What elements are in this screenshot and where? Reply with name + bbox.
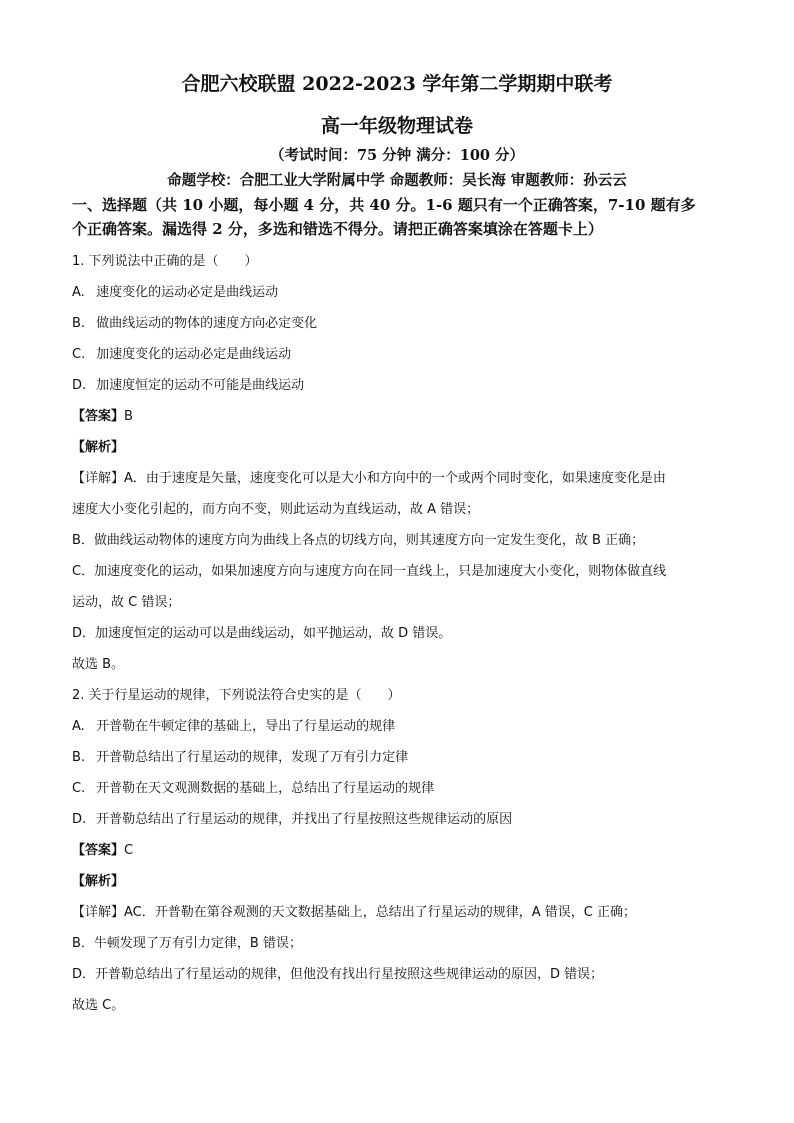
option-letter: B. (72, 316, 86, 331)
analysis-label: 【解析】 (72, 874, 125, 889)
questions-body (72, 246, 724, 1021)
option-text: 加速度变化的运动必定是曲线运动 (96, 347, 292, 362)
detail-line: 故选 B。 (72, 657, 125, 672)
detail-line: C．加速度变化的运动，如果加速度方向与速度方向在同一直线上，只是加速度大小变化，则物体做直线 (72, 564, 667, 579)
section-heading-line: 一、选择题（共 10 小题，每小题 4 分，共 40 分。1-6 题只有一个正确答案，7-10 题有多 (72, 196, 696, 214)
answer-label: 【答案】 (72, 843, 125, 858)
option-text: 开普勒在牛顿定律的基础上，导出了行星运动的规律 (96, 719, 396, 734)
option-d (72, 804, 724, 835)
detail-line: B．做曲线运动物体的速度方向为曲线上各点的切线方向，则其速度方向一定发生变化，故 B 正确； (72, 533, 645, 548)
answer-value: B (124, 409, 133, 424)
detail-line: 【详解】AC．开普勒在第谷观测的天文数据基础上，总结出了行星运动的规律，A 错误，C 正确； (72, 905, 636, 920)
option-text: 开普勒在天文观测数据的基础上，总结出了行星运动的规律 (96, 781, 435, 796)
detail-line: D．开普勒总结出了行星运动的规律，但他没有找出行星按照这些规律运动的原因，D 错误； (72, 967, 604, 982)
answer-line (72, 835, 724, 866)
analysis-label: 【解析】 (72, 440, 125, 455)
question-stem: 2. 关于行星运动的规律，下列说法符合史实的是（ ） (72, 688, 401, 703)
exam-info: （考试时间：75 分钟 满分：100 分） (269, 147, 525, 164)
option-letter: A. (72, 285, 85, 300)
option-letter: B. (72, 750, 86, 765)
exam-title: 合肥六校联盟 2022-2023 学年第二学期期中联考 (181, 73, 613, 95)
detail-line: 速度大小变化引起的，而方向不变，则此运动为直线运动，故 A 错误； (72, 502, 480, 517)
option-letter: C. (72, 347, 86, 362)
section-heading-line: 个正确答案。漏选得 2 分，多选和错选不得分。请把正确答案填涂在答题卡上） (72, 220, 603, 238)
section-heading (72, 193, 724, 241)
detail-line: 【详解】A．由于速度是矢量，速度变化可以是大小和方向中的一个或两个同时变化，如果速度变化是由 (72, 471, 666, 486)
option-letter: D. (72, 378, 87, 393)
option-letter: C. (72, 781, 86, 796)
question-stem: 1. 下列说法中正确的是（ ） (72, 254, 258, 269)
answer-value: C (124, 843, 134, 858)
option-b (72, 742, 724, 773)
detail-line: 运动，故 C 错误； (72, 595, 181, 610)
detail-line: B．牛顿发现了万有引力定律，B 错误； (72, 936, 302, 951)
option-b (72, 308, 724, 339)
option-text: 加速度恒定的运动不可能是曲线运动 (96, 378, 305, 393)
exam-authors: 命题学校：合肥工业大学附属中学 命题教师：吴长海 审题教师：孙云云 (167, 172, 627, 189)
option-text: 开普勒总结出了行星运动的规律，并找出了行星按照这些规律运动的原因 (96, 812, 513, 827)
option-d (72, 370, 724, 401)
detail-line: D．加速度恒定的运动可以是曲线运动，如平抛运动，故 D 错误。 (72, 626, 452, 641)
option-text: 开普勒总结出了行星运动的规律，发现了万有引力定律 (96, 750, 409, 765)
option-c (72, 773, 724, 804)
detail-line: 故选 C。 (72, 998, 125, 1013)
option-a (72, 277, 724, 308)
option-a (72, 711, 724, 742)
option-text: 速度变化的运动必定是曲线运动 (96, 285, 279, 300)
option-text: 做曲线运动的物体的速度方向必定变化 (96, 316, 318, 331)
answer-label: 【答案】 (72, 409, 125, 424)
answer-line (72, 401, 724, 432)
option-c (72, 339, 724, 370)
exam-subtitle: 高一年级物理试卷 (320, 115, 473, 137)
option-letter: D. (72, 812, 87, 827)
option-letter: A. (72, 719, 85, 734)
